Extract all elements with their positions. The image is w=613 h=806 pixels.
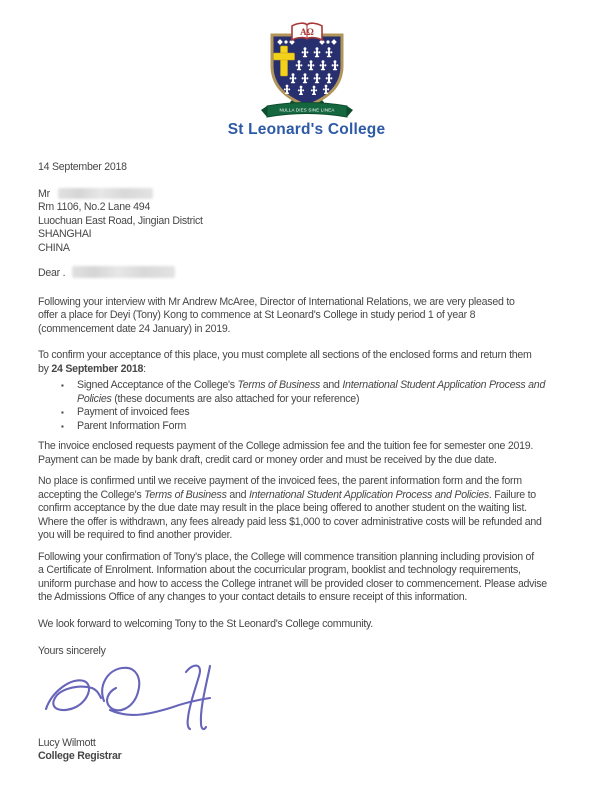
crest-motto-ribbon [261,103,353,118]
paragraph: Following your confirmation of Tony's place, the College will commence transition planning including provision of a Certificate of Enrolment. Information about the cocurricular program, booklist and technology requirements, uniform purchase and how to access the College intranet will be provided closer to commencement. Please advise the Admissions Office of any changes to your contact details to ensure receipt of this information. [38,550,547,603]
bullet-item [38,420,603,434]
address-line: SHANGHAI [38,228,92,240]
paragraph: The invoice enclosed requests payment of the College admission fee and the tuition fee for semester one 2019. Payment can be made by bank draft, credit card or money order and must be received by the due date. [38,440,534,466]
crest-book-text: AΩ [299,27,314,37]
paragraph: No place is confirmed until we receive payment of the invoiced fees, the parent information form and the form accepting the College's Terms of Business and International Student Application Process and Policies. Failure to confirm acceptance by the due date may result in the place being offered to another student on the waiting list. Where the offer is withdrawn, any fees already paid less $1,000 to cover administrative costs will be refunded and you will be required to find another provider. [38,475,542,541]
closing-line: Yours sincerely [38,645,106,657]
letter-content [38,161,603,764]
paragraph: To confirm your acceptance of this place, you must complete all sections of the enclosed forms and return them by 24 September 2018: [38,349,532,375]
recipient-block [38,188,603,256]
letter-body [38,296,603,632]
signatory-title: College Registrar [38,750,122,762]
greeting-line [38,266,603,281]
letter-date: 14 September 2018 [38,161,127,173]
address-line: Rm 1106, No.2 Lane 494 [38,201,151,213]
redacted-greeting-name [72,266,175,278]
college-wordmark: St Leonard's College [227,121,386,138]
redacted-recipient-name [58,188,153,199]
bullet-marker-icon: ▪ [61,381,64,390]
bullet-item [38,379,603,406]
recipient-name-line [38,188,603,202]
paragraph: We look forward to welcoming Tony to the St Leonard's College community. [38,617,373,630]
paragraph: Following your interview with Mr Andrew McAree, Director of International Relations, we are very pleased to offer a place for Deyi (Tony) Kong to commence at St Leonard's College in study period 1 of year 8 (commencement date 24 January) in 2019. [38,295,515,335]
address-line: Luochuan East Road, Jingian District [38,214,203,227]
bullet-text: Parent Information Form [77,419,187,432]
bullet-marker-icon: ▪ [61,408,64,417]
college-crest [247,22,367,120]
crest-motto-text: NULLA DIES SINE LINEA [279,107,334,113]
bullet-text: Signed Acceptance of the College's Terms of Business and International Student Application Process and Policies (these documents are also attached for your reference) [77,379,546,405]
bullet-text: Payment of invoiced fees [77,406,190,418]
bullet-item [38,406,603,420]
signatory-block [38,737,603,764]
signatory-name: Lucy Wilmott [38,736,96,749]
crest-book-icon [292,23,322,40]
signature-image [38,659,248,733]
recipient-address [38,201,603,255]
bullet-list [38,379,603,433]
greeting-prefix: Dear . [38,267,66,279]
letterhead [0,0,613,139]
recipient-name-prefix: Mr [38,187,50,200]
address-line: CHINA [38,241,70,254]
bullet-marker-icon: ▪ [61,421,64,431]
